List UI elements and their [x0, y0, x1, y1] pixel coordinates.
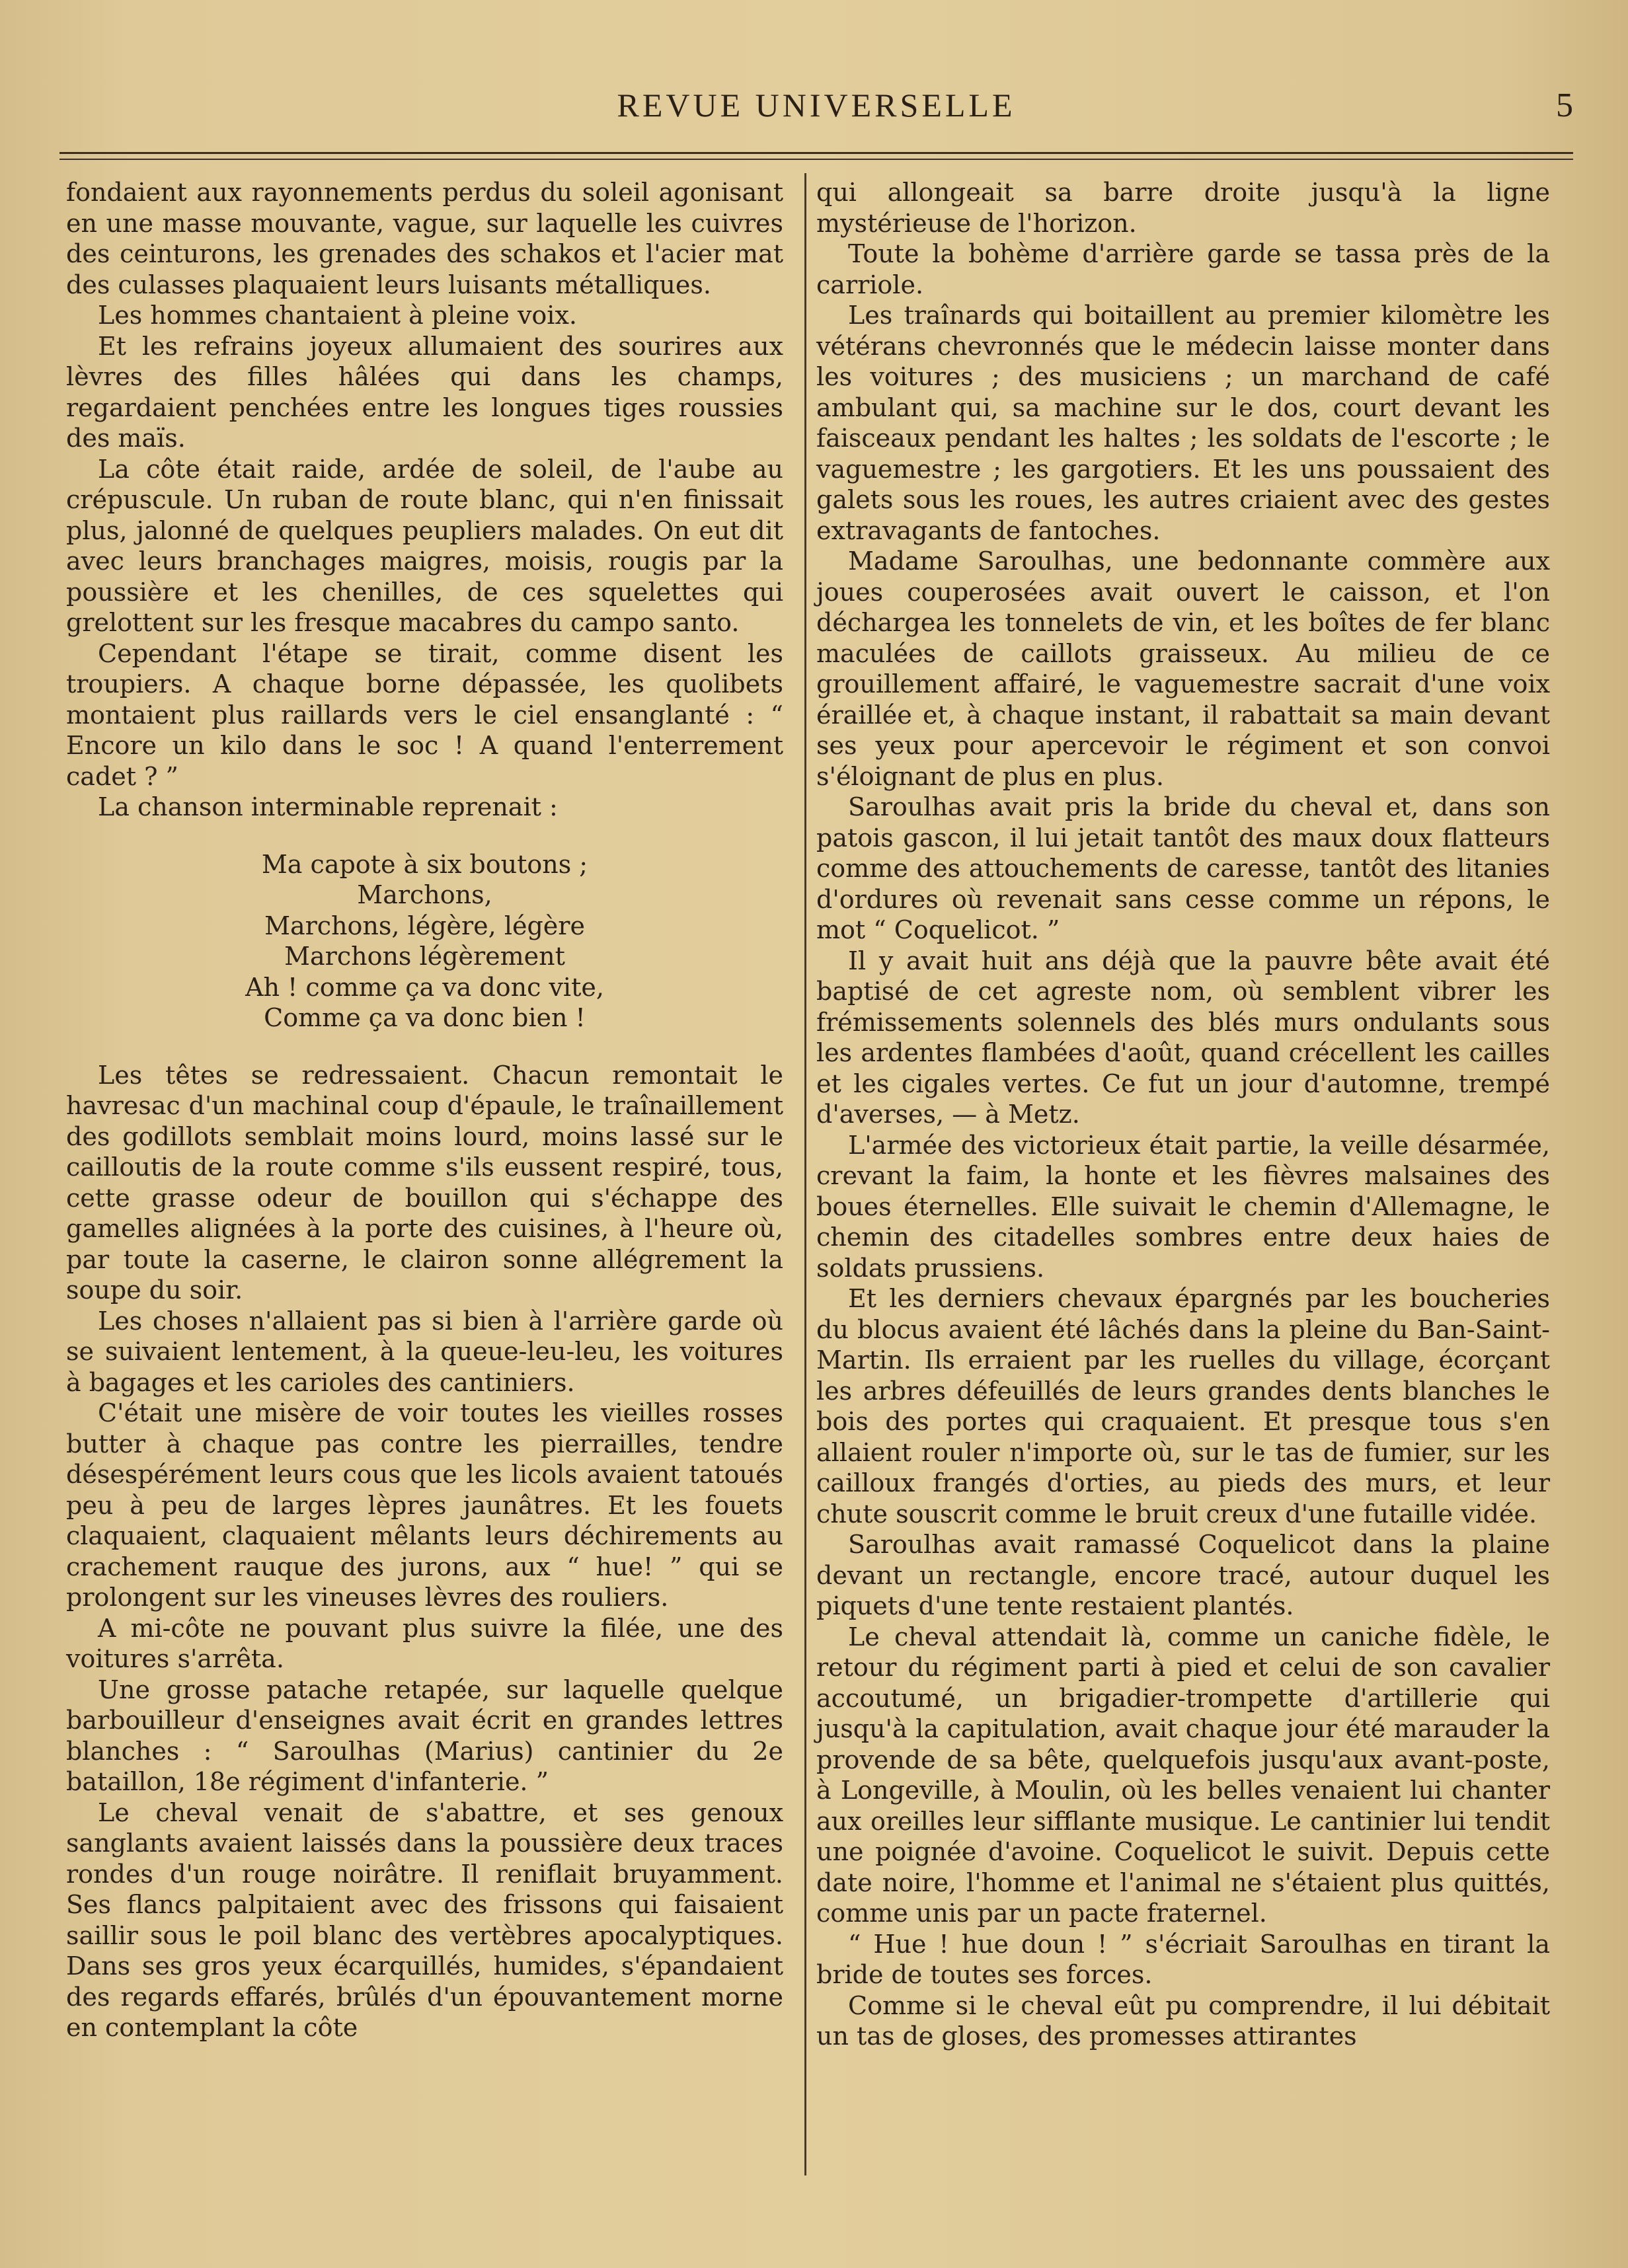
paragraph: Le cheval venait de s'abattre, et ses genoux sanglants avaient laissés dans la poussière deux traces rondes d'un rouge noirâtre. Il reniflait bruyamment. Ses flancs palpitaient avec des frissons qui faisaient saillir sous le poil blanc des vertèbres apocalyptiques. Dans ses gros yeux écarquillés, humides, s'épandaient des regards effarés, brûlés d'un épouvantement morne en contemplant la côte	[66, 1797, 783, 2042]
column-divider	[804, 173, 806, 2175]
paragraph: La côte était raide, ardée de soleil, de l'aube au crépuscule. Un ruban de route blanc, qui n'en finissait plus, jalonné de quelques peupliers malades. On eut dit avec leurs branchages maigres, moisis, rougis par la poussière et les chenilles, de ces squelettes qui grelottent sur les fresque macabres du campo santo.	[66, 454, 783, 637]
paragraph: Une grosse patache retapée, sur laquelle quelque barbouilleur d'enseignes avait écrit en grandes lettres blanches : “ Saroulhas (Marius) cantinier du 2e bataillon, 18e régiment d'infanterie. ”	[66, 1675, 783, 1796]
paragraph: Toute la bohème d'arrière garde se tassa près de la carriole.	[816, 239, 1550, 299]
paragraph: Le cheval attendait là, comme un caniche fidèle, le retour du régiment parti à pied et celui de son cavalier accoutumé, un brigadier-trompette d'artillerie qui jusqu'à la capitulation, avait chaque jour été marauder la provende de sa bête, quelquefois jusqu'aux avant-poste, à Longeville, à Moulin, où les belles venaient lui chanter aux oreilles leur sifflante musique. Le cantinier lui tendit une poignée d'avoine. Coquelicot le suivit. Depuis cette date noire, l'homme et l'animal ne s'étaient plus quittés, comme unis par un pacte fraternel.	[816, 1622, 1550, 1928]
verse-line: Marchons,	[357, 880, 492, 909]
paragraph: Madame Saroulhas, une bedonnante commère aux joues couperosées avait ouvert le caisson, et l'on déchargea les tonnelets de vin, et les boîtes de fer blanc maculées de caillots graisseux. Au milieu de ce grouillement affairé, le vaguemestre sacrait d'une voix éraillée et, à chaque instant, il rabattait sa main devant ses yeux pour apercevoir le régiment et son convoi s'éloignant de plus en plus.	[816, 547, 1550, 791]
paragraph: L'armée des victorieux était partie, la veille désarmée, crevant la faim, la honte et les fièvres malsaines des boues éternelles. Elle suivait le chemin d'Allemagne, le chemin des citadelles sombres entre deux haies de soldats prussiens.	[816, 1130, 1550, 1283]
paragraph: C'était une misère de voir toutes les vieilles rosses butter à chaque pas contre les pierrailles, tendre désespérément leurs cous que les licols avaient tatoués peu à peu de larges lèpres jaunâtres. Et les fouets claquaient, claquaient mêlants leurs déchirements au crachement rauque des jurons, aux “ hue! ” qui se prolongent sur les vineuses lèvres des rouliers.	[66, 1398, 783, 1612]
right-column	[816, 177, 1550, 2052]
header-rule	[59, 152, 1573, 154]
paragraph: qui allongeait sa barre droite jusqu'à la ligne mystérieuse de l'horizon.	[816, 178, 1550, 238]
paragraph: A mi-côte ne pouvant plus suivre la filée, une des voitures s'arrêta.	[66, 1613, 783, 1673]
paragraph: Et les derniers chevaux épargnés par les boucheries du blocus avaient été lâchés dans la pleine du Ban-Saint-Martin. Ils erraient par les ruelles du village, écorçant les arbres défeuillés de leurs grandes dents blanches le bois des portes qui craquaient. Et presque tous s'en allaient rouler n'importe où, sur le tas de fumier, sur les cailloux frangés d'orties, au pieds des murs, et leur chute souscrit comme le bruit creux d'une futaille vidée.	[816, 1284, 1550, 1529]
paragraph: Comme si le cheval eût pu comprendre, il lui débitait un tas de gloses, des promesses attirantes	[816, 1990, 1550, 2051]
paragraph: Les traînards qui boitaillent au premier kilomètre les vétérans chevronnés que le médecin laisse monter dans les voitures ; des musiciens ; un marchand de café ambulant qui, sa machine sur le dos, court devant les faisceaux pendant les haltes ; les soldats de l'escorte ; le vaguemestre ; les gargotiers. Et les uns poussaient des galets sous les roues, les autres criaient avec des gestes extravagants de fantoches.	[816, 301, 1550, 545]
paragraph: Les têtes se redressaient. Chacun remontait le havresac d'un machinal coup d'épaule, le traînaillement des godillots semblait moins lourd, moins lassé sur le cailloutis de la route comme s'ils eussent respiré, tous, cette grasse odeur de bouillon qui s'échappe des gamelles alignées à la porte des cuisines, à l'heure où, par toute la caserne, le clairon sonne allégrement la soupe du soir.	[66, 1060, 783, 1304]
paragraph: fondaient aux rayonnements perdus du soleil agonisant en une masse mouvante, vague, sur laquelle les cuivres des ceinturons, les grenades des schakos et l'acier mat des culasses plaquaient leurs luisants métalliques.	[66, 178, 783, 299]
header-rule-thin	[59, 159, 1573, 160]
left-column	[66, 177, 783, 2043]
page-header	[59, 79, 1573, 139]
verse-line: Marchons légèrement	[284, 942, 565, 971]
paragraph: La chanson interminable reprenait :	[98, 792, 558, 821]
paragraph: Et les refrains joyeux allumaient des sourires aux lèvres des filles hâlées qui dans les champs, regardaient penchées entre les longues tiges roussies des maïs.	[66, 331, 783, 453]
paragraph: Cependant l'étape se tirait, comme disent les troupiers. A chaque borne dépassée, les quolibets montaient plus raillards vers le ciel ensanglanté : “ Encore un kilo dans le soc ! A quand l'enterrement cadet ? ”	[66, 638, 783, 791]
paragraph: Les hommes chantaient à pleine voix.	[98, 301, 577, 330]
paragraph: Les choses n'allaient pas si bien à l'arrière garde où se suivaient lentement, à la queue-leu-leu, les voitures à bagages et les carioles des cantiniers.	[66, 1306, 783, 1397]
song-verse	[66, 849, 783, 1034]
running-title: REVUE UNIVERSELLE	[617, 87, 1016, 124]
verse-line: Comme ça va donc bien !	[264, 1003, 586, 1032]
verse-line: Marchons, légère, légère	[264, 911, 585, 940]
page-number: 5	[1556, 87, 1573, 124]
paragraph: Il y avait huit ans déjà que la pauvre bête avait été baptisé de cet agreste nom, où semblent vibrer les frémissements solennels des blés murs ondulants sous les ardentes flambées d'août, quand crécellent les cailles et les cigales vertes. Ce fut un jour d'automne, trempé d'averses, — à Metz.	[816, 946, 1550, 1129]
paragraph: Saroulhas avait ramassé Coquelicot dans la plaine devant un rectangle, encore tracé, autour duquel les piquets d'une tente restaient plantés.	[816, 1530, 1550, 1620]
paragraph: Saroulhas avait pris la bride du cheval et, dans son patois gascon, il lui jetait tantôt des maux doux flatteurs comme des attouchements de caresse, tantôt des litanies d'ordures où revenait sans cesse comme un répons, le mot “ Coquelicot. ”	[816, 792, 1550, 944]
verse-line: Ah ! comme ça va donc vite,	[245, 972, 604, 1002]
paragraph: “ Hue ! hue doun ! ” s'écriait Saroulhas en tirant la bride de toutes ses forces.	[816, 1929, 1550, 1989]
verse-line: Ma capote à six boutons ;	[261, 849, 588, 879]
